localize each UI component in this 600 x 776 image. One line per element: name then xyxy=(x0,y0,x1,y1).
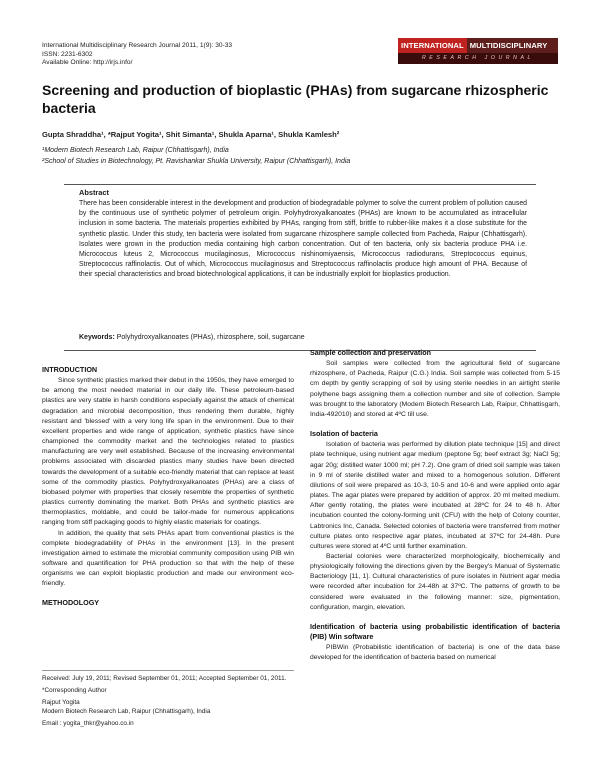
journal-url: Available Online: http://irjs.info/ xyxy=(42,59,133,67)
logo-research-journal: RESEARCH JOURNAL xyxy=(398,53,558,64)
keywords-label: Keywords: xyxy=(79,334,115,341)
isolation-paragraph-2: Bacterial colonies were characterized morphologically, biochemically and physiologically following the directions given by the Bergey's Manual of Systematic Bacteriology [11, 1]. Cultural characteristics of pure isolates in Nutrient agar media were recorded after incubation for 24-48h at 37ºC. The patterns of growth to be considered were evaluated in the following manner: size, pigmentation, configuration, margin, elevation. xyxy=(310,552,560,611)
introduction-paragraph-1: Since synthetic plastics marked their debut in the 1950s, they have emerged to be among the most needed material in our daily life. These petroleum-based plastics are very stable in harsh conditions especially against the attack of chemical degradation and microbial decomposition, thus rendering them durable, highly resistant and 'blessed' with a very long life span in the environment. Due to their excellent properties and wide range of application, synthetic plastics have since championed the commodity market and the technologies related to plastics manufacturing are very well established. Because of the increasing environmental problems associated with discarded plastics many studies have been directed towards the development of a suitable eco-friendly material that can replace at least some of the commodity plastics. Polyhydroxyalkanoates (PHAs) are a class of biobased polymer with properties that closely resemble the properties of synthetic plastics currently dominating the market. Both PHAs and synthetic plastics are thermoplastics, moldable, and could be tailor-made for numerous applications ranging from stiff packaging goods to highly elastic materials for coatings. xyxy=(42,377,294,527)
corresponding-author-label: *Corresponding Author xyxy=(42,687,107,694)
keywords xyxy=(79,334,305,341)
author-list: Gupta Shraddha¹, *Rajput Yogita¹, Shit Simanta¹, Shukla Aparna¹, Shukla Kamlesh² xyxy=(42,130,340,139)
paper-title: Screening and production of bioplastic (PHAs) from sugarcane rhizospheric bacteria xyxy=(42,82,549,116)
sample-collection-heading: Sample collection and preservation xyxy=(310,348,432,357)
introduction-paragraph-2: In addition, the quality that sets PHAs apart from conventional plastics is the complete biodegradability of PHAs in the environment [13]. In the present investigation aimed to estimate the microbial community composition using PIB win software and quantification for PHA production so that with the help of these organisms we can exploit bioplastic production and made our environment eco-friendly. xyxy=(42,529,294,588)
affiliation-1: ¹Modern Biotech Research Lab, Raipur (Chhattisgarh), India xyxy=(42,147,229,154)
methodology-heading: METHODOLOGY xyxy=(42,598,100,608)
footnotes xyxy=(42,670,294,731)
pib-heading: Identification of bacteria using probabilistic identification of bacteria (PIB) Win software xyxy=(310,621,560,642)
sample-collection-paragraph: Soil samples were collected from the agricultural field of sugarcane rhizosphere, of Pacheda, Raipur (C.G.) India. Soil sample was collected from 5-15 cm depth by gently scrapping of soil by using sterile needles in an airtight sterile polythene bags assigning them a collection number and site of collection. Sample was brought to the laboratory (Modern Biotech Research Lab, Raipur, Chhattisgarh, India-492010) and stored at 4ºC till use. xyxy=(310,360,560,418)
left-column xyxy=(42,365,294,610)
keywords-text: Polyhydroxyalkanoates (PHAs), rhizosphere, soil, sugarcane xyxy=(116,334,305,341)
journal-logo xyxy=(398,38,558,64)
isolation-heading: Isolation of bacteria xyxy=(310,429,378,439)
isolation-paragraph-1: Isolation of bacteria was performed by dilution plate technique [15] and direct plate technique, using nutrient agar medium (peptone 5g; beef extract 3g; NaCl 5g; agar 20g; distilled water 1000 ml; pH 7.2). One gram of dried soil sample was taken in 9 ml of sterile distilled water and mixed to a homogenous solution. Different dilutions of soil were prepared as 10-3, 10-5 and 10-6 and were applied onto agar plates. The agar plates were prepared by addition of approx. 20 ml melted medium. After gently rotating, the plates were incubated at 28ºC for 24 to 48 h. After incubation counted the colony-forming unit (CFU) with the help of Colony counter, Labtronics Inc, Canada. Selected colonies of bacteria were transferred from mother culture plates onto respective agar plates, incubated at 37ºC for 24-48h. Pure cultures were stored at 4ºC until further examination. xyxy=(310,441,560,550)
pib-paragraph: PIBWin (Probabilistic identification of bacteria) is one of the data base developed for the identification of bacteria based on numerical xyxy=(310,644,560,662)
corresponding-author-name: Rajput Yogita xyxy=(42,699,80,706)
corresponding-author xyxy=(42,698,294,716)
affiliations xyxy=(42,145,350,167)
corresponding-email: Email : yogita_thkr@yahoo.co.in xyxy=(42,720,134,727)
right-column xyxy=(310,348,560,664)
logo-multidisciplinary: MULTIDISCIPLINARY xyxy=(467,38,558,53)
journal-issn: ISSN: 2231-6302 xyxy=(42,50,93,58)
introduction-heading: INTRODUCTION xyxy=(42,365,98,374)
journal-citation: International Multidisciplinary Research Journal 2011, 1(9): 30-33 xyxy=(42,42,233,49)
journal-meta xyxy=(42,42,232,68)
affiliation-2: ²School of Studies in Biotechnology, Pt. Ravishankar Shukla University, Raipur (Chhattisgarh), India xyxy=(42,158,351,165)
corresponding-author-address: Modern Biotech Research Lab, Raipur (Chhattisgarh), India xyxy=(42,708,211,715)
logo-international: INTERNATIONAL xyxy=(398,38,467,53)
abstract-section xyxy=(64,184,536,351)
received-dates: Received: July 19, 2011; Revised September 01, 2011; Accepted September 01, 2011. xyxy=(42,675,287,682)
abstract-heading: Abstract xyxy=(79,188,109,197)
abstract-text: There has been considerable interest in the development and production of biodegradable polymer to solve the current problem of pollution caused by the continuous use of synthetic polymer of petroleum origin. Polyhydroxyalkanoates (PHAs) are known to be accumulated as intracellular inclusion in some bacteria. The materials properties exhibited by PHAs, ranging from stiff, brittle to rubber-like makes it a close substitute for the synthetic plastic. Under this study, ten bacteria were isolated from sugarcane rhizosphere sample collected from Pacheda, Raipur (Chhattisgarh). Isolates were grown in the production media containing high carbon concentration. Out of ten bacteria, only six bacteria produce PHA i.e. Micrococcus luteus 2, Micrococcus mucilaginosus, Micrococcus nishinomiyaensis, Micrococcus radiodurans, Streptococcus equinus, Streptococcus raffinolactis. Out of which, Micrococcus mucilaginosus and Streptococcus raffinolactis produce high amount of PHA. Because of their special characteristics and broad biotechnological applications, it can be industrially exploit for bioplastics production. xyxy=(79,200,527,279)
